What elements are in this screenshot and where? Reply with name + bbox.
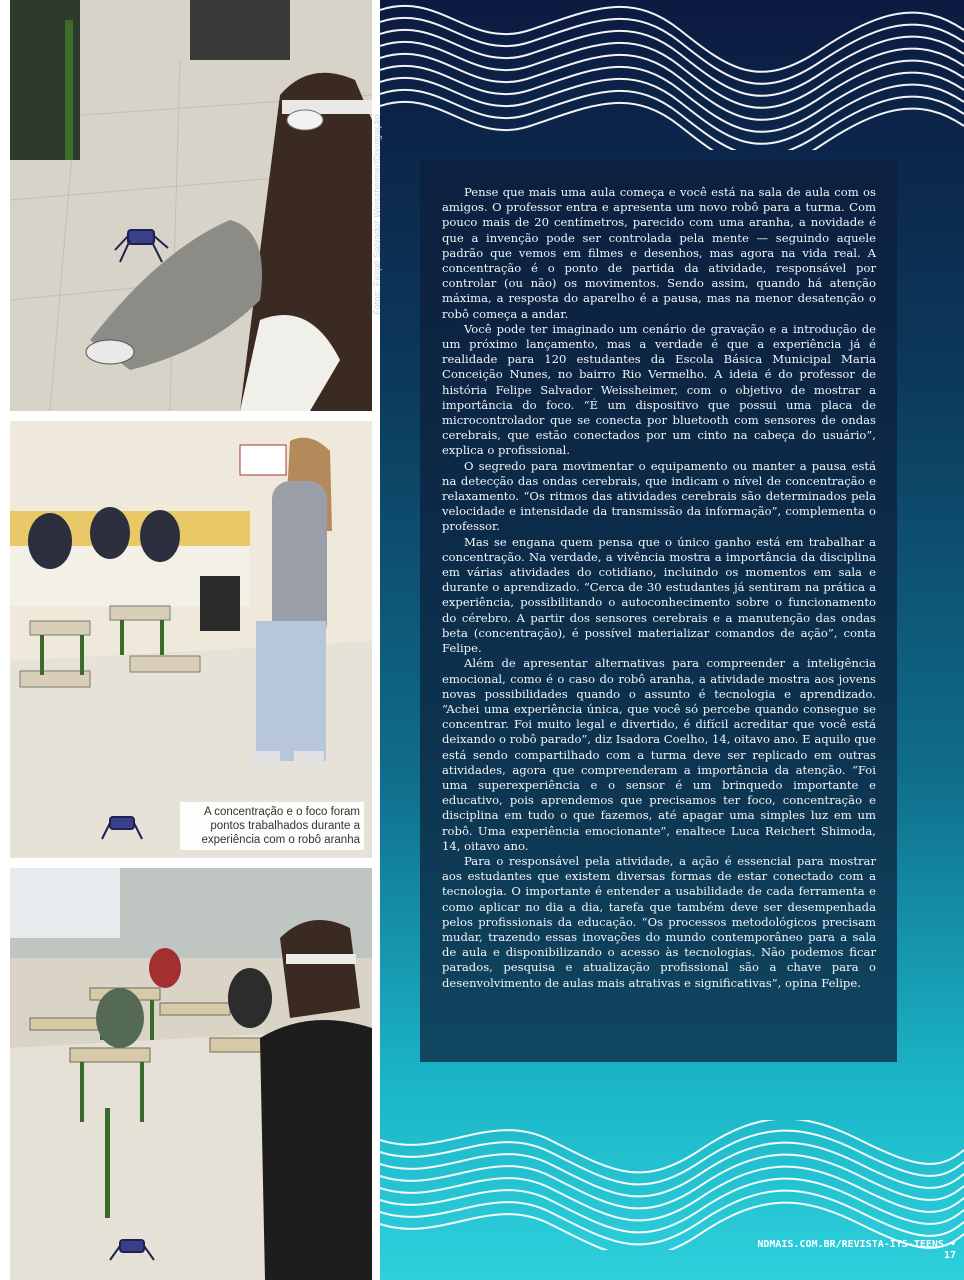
- photo-standing-student: [10, 421, 372, 858]
- article-body: [442, 185, 876, 991]
- photo-student-floor: [10, 0, 372, 411]
- photo-caption: A concentração e o foco foram pontos trabalhados durante a experiência com o robô aranha: [180, 802, 364, 850]
- article-paragraph: Mas se engana quem pensa que o único ganho está em trabalhar a concentração. Na verdade, a vivência mostra a importância da disciplina em várias atividades do cotidiano, incluindo os momentos em sala e durante o aprendizado. “Cerca de 30 estudantes já sentiram na prática a experiência, possibilitando o autoconhecimento sobre o funcionamento do cérebro. A partir dos sensores cerebrais e a manutenção das ondas beta (concentração), é possível materializar comandos de ação”, conta Felipe.: [442, 534, 876, 656]
- photo-classroom-desks: [10, 868, 372, 1280]
- wave-pattern-bottom: [380, 1120, 964, 1250]
- article-paragraph: Pense que mais uma aula começa e você está na sala de aula com os amigos. O professor entra e apresenta um novo robô para a turma. Com pouco mais de 20 centímetros, parecido com uma aranha, a novidade é que a invenção pode ser controlada pela mente — seguindo aquele padrão que vemos em filmes e desenhos, mas agora na vida real. A concentração é o ponto de partida da atividade, responsável por controlar (ou não) os movimentos. Sendo assim, quando há atenção máxima, a resposta do aparelho é a pausa, mas na menor desatenção o robô começa a andar.: [442, 185, 876, 321]
- article-paragraph: Você pode ter imaginado um cenário de gravação e a introdução de um próximo lançamento, mas a verdade é que a experiência já é realidade para 120 estudantes da Escola Básica Municipal Maria Conceição Nunes, no bairro Rio Vermelho. A ideia é do professor de história Felipe Salvador Weissheimer, com o objetivo de mostrar a importância do foco. “É um dispositivo que possui uma placa de microcontrolador que se conecta por bluetooth com sensores de ondas cerebrais, que estão conectados por um cinto na cabeça do usuário”, explica o profissional.: [442, 321, 876, 458]
- wave-pattern-top: [380, 0, 964, 150]
- photo2-illustration: [10, 421, 372, 858]
- photo1-illustration: [10, 0, 372, 411]
- article-paragraph: Para o responsável pela atividade, a ação é essencial para mostrar aos estudantes que existem diversas formas de estar conectado com a tecnologia. O importante é entender a usabilidade de cada ferramenta e como aplicar no dia a dia, tarefa que também deve ser desempenhada pelos profissionais da educação. “Os processos metodológicos precisam mudar, trazendo essas inovações do mundo contemporâneo para a sala de aula e disponibilizando o acesso às tecnologias. Não podemos ficar parados, pesquisa e atualização profissional são a chave para o desenvolvimento de aulas mais atrativas e significativas”, opina Felipe.: [442, 853, 876, 990]
- photo-credit: Fotos: Felipe Salvador Weissheimer/Divulgação: [372, 114, 382, 315]
- page-footer: NDMAIS.COM.BR/REVISTA-ITS-TEENS • 17: [757, 1239, 956, 1261]
- article-paragraph: Além de apresentar alternativas para compreender a inteligência emocional, como é o caso do robô aranha, a atividade mostra aos jovens novas possibilidades quando o assunto é tecnologia e aprendizado. “Achei uma experiência única, que você só percebe quando consegue se concentrar. Foi muito legal e divertido, é difícil acreditar que você está deixando o robô parado”, diz Isadora Coelho, 14, oitavo ano. E aquilo que está sendo compartilhado com a turma deve ser replicado em outras atividades, agora que compreenderam a importância da atenção. “Foi uma superexperiência e o sensor é um brinquedo importante e educativo, pois aprendemos que precisamos ter foco, concentração e disciplina em tudo o que fazemos, até apagar uma simples luz em um robô. Uma experiência emocionante”, enaltece Luca Reichert Shimoda, 14, oitavo ano.: [442, 656, 876, 853]
- photo3-illustration: [10, 868, 372, 1280]
- article-paragraph: O segredo para movimentar o equipamento ou manter a pausa está na detecção das ondas cerebrais, que indicam o nível de concentração e relaxamento. “Os ritmos das atividades cerebrais são determinados pela velocidade e intensidade da transmissão da informação”, complementa o professor.: [442, 458, 876, 534]
